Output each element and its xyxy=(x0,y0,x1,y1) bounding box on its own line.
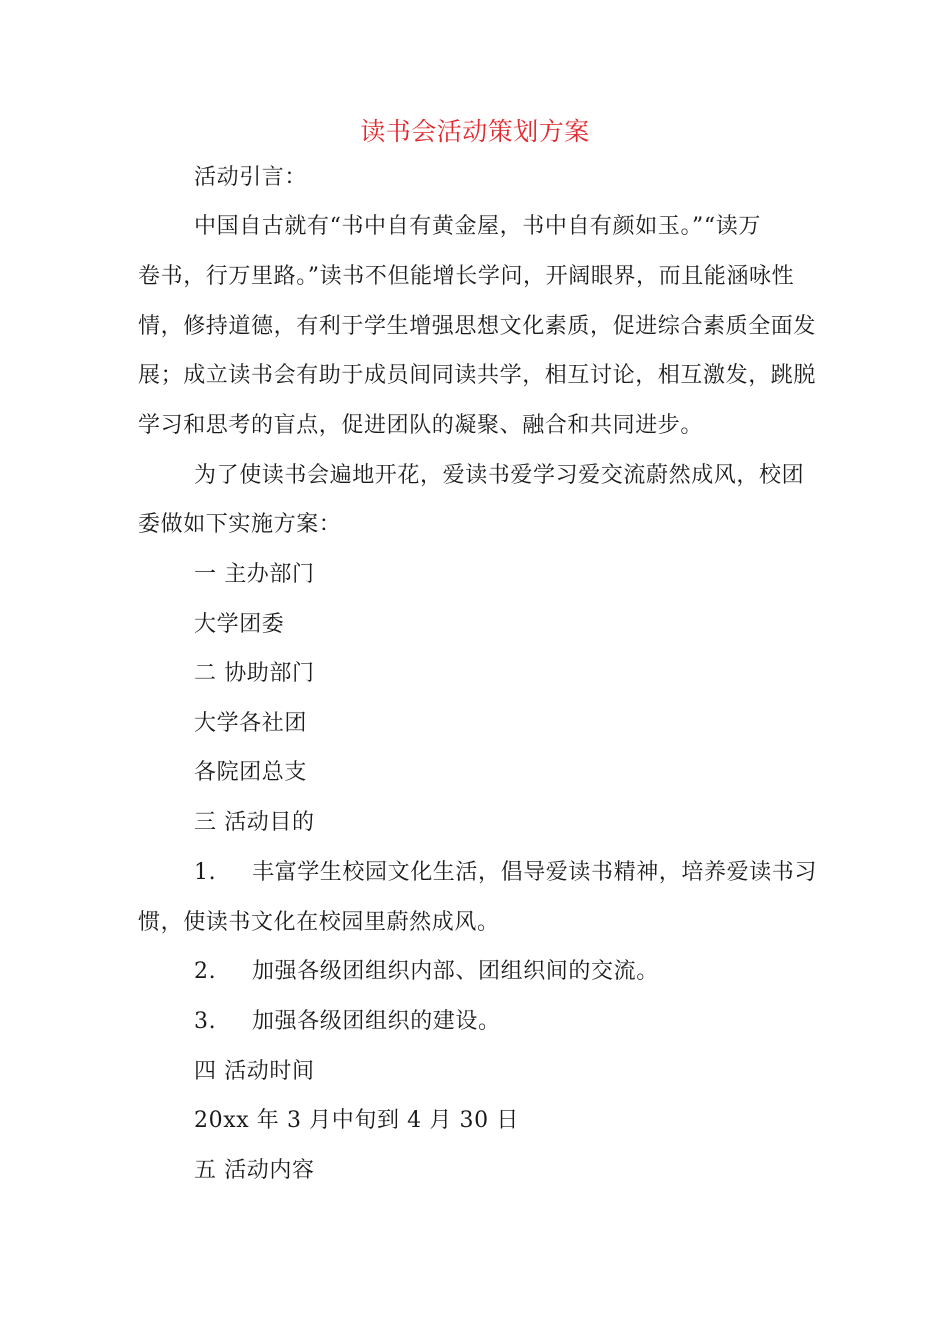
organizer-body: 大学团委 xyxy=(194,612,285,637)
goal-item-1 xyxy=(194,855,817,891)
intro-line-3: 情，修持道德，有利于学生增强思想文化素质，促进综合素质全面发 xyxy=(138,314,817,339)
section-heading-assistants: 二 协助部门 xyxy=(194,661,315,686)
goal-number: 2. xyxy=(194,959,217,984)
plan-line-2: 委做如下实施方案： xyxy=(138,512,342,537)
assistant-item: 大学各社团 xyxy=(194,711,308,736)
goal-item-1-continuation: 惯，使读书文化在校园里蔚然成风。 xyxy=(138,910,500,935)
plan-line-1: 为了使读书会遍地开花，爱读书爱学习爱交流蔚然成风，校团 xyxy=(194,463,805,488)
intro-line-2: 卷书，行万里路。”读书不但能增长学问，开阔眼界，而且能涵咏性 xyxy=(138,264,795,289)
goal-number: 1. xyxy=(194,860,217,885)
section-heading-time: 四 活动时间 xyxy=(194,1059,315,1084)
intro-line-1: 中国自古就有“书中自有黄金屋，书中自有颜如玉。”“读万 xyxy=(194,214,761,239)
goal-item-3 xyxy=(194,1004,501,1040)
assistant-item: 各院团总支 xyxy=(194,760,308,785)
intro-line-5: 学习和思考的盲点，促进团队的凝聚、融合和共同进步。 xyxy=(138,413,704,438)
goal-text: 加强各级团组织内部、团组织间的交流。 xyxy=(252,959,659,984)
goal-text: 加强各级团组织的建设。 xyxy=(252,1009,501,1034)
intro-heading: 活动引言： xyxy=(194,165,308,190)
goal-number: 3. xyxy=(194,1009,217,1034)
intro-line-4: 展；成立读书会有助于成员间同读共学，相互讨论，相互激发，跳脱 xyxy=(138,363,817,388)
goal-text: 丰富学生校园文化生活，倡导爱读书精神，培养爱读书习 xyxy=(252,860,818,885)
section-heading-organizer: 一 主办部门 xyxy=(194,562,315,587)
goal-item-2 xyxy=(194,954,659,990)
section-heading-goals: 三 活动目的 xyxy=(194,810,315,835)
section-heading-content: 五 活动内容 xyxy=(194,1158,315,1183)
time-body: 20xx 年 3 月中旬到 4 月 30 日 xyxy=(194,1108,519,1133)
document-title: 读书会活动策划方案 xyxy=(360,117,590,146)
